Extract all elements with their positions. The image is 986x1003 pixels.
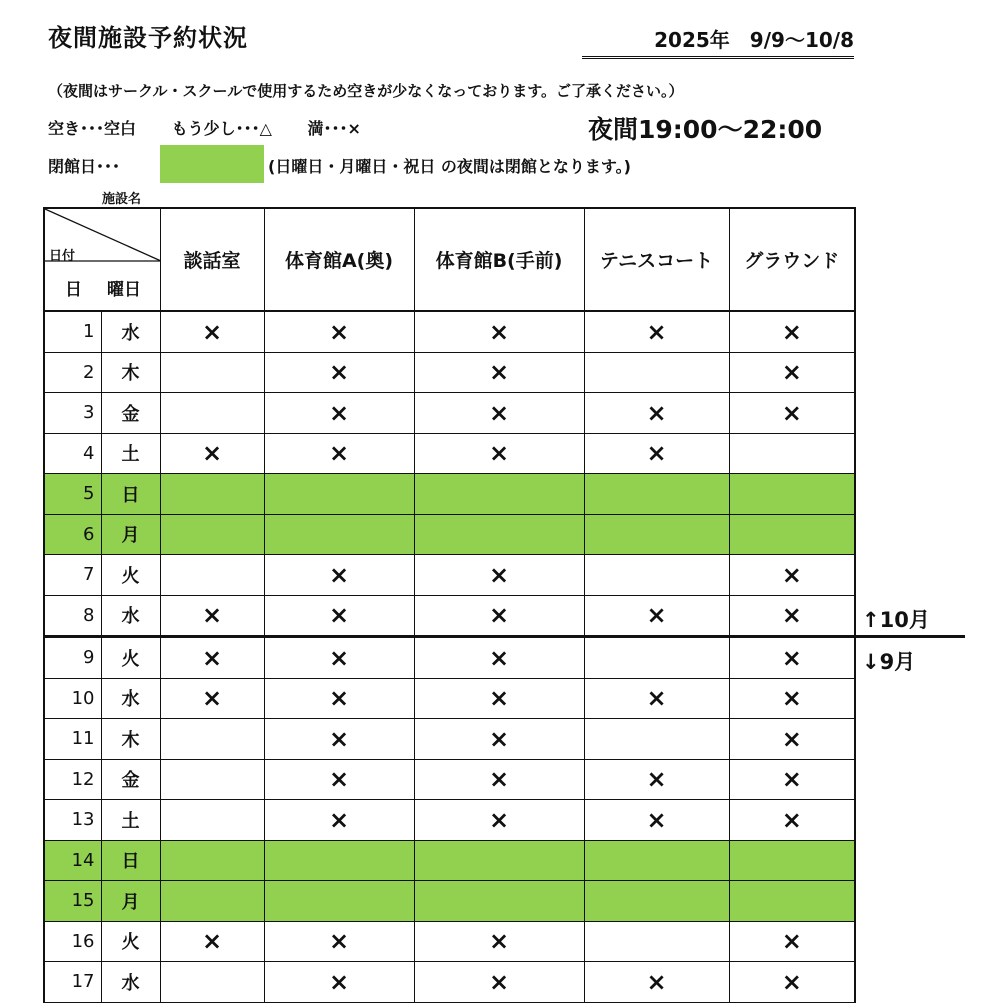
page-title: 夜間施設予約状況 [48,24,248,52]
weekday-cell: 土 [101,800,160,841]
weekday-cell: 土 [101,433,160,474]
facility-header: 体育館A(奥) [264,208,414,311]
availability-cell [584,921,729,962]
availability-cell: × [584,800,729,841]
availability-cell: × [414,678,584,719]
day-cell: 6 [44,514,101,555]
availability-cell [414,514,584,555]
availability-cell: × [264,678,414,719]
weekday-cell: 火 [101,921,160,962]
day-cell: 9 [44,637,101,679]
availability-cell: × [414,393,584,434]
availability-cell: × [264,311,414,352]
night-hours: 夜間19:00〜22:00 [588,115,823,144]
availability-cell: × [160,595,264,637]
closed-day-note: (日曜日・月曜日・祝日 の夜間は閉館となります。) [268,157,631,176]
availability-cell [160,514,264,555]
availability-cell: × [264,719,414,760]
availability-cell: × [264,595,414,637]
availability-cell: × [729,719,855,760]
day-cell: 7 [44,555,101,596]
weekday-cell: 金 [101,759,160,800]
availability-cell: × [414,433,584,474]
availability-cell: × [414,637,584,679]
availability-cell: × [584,595,729,637]
legend-few: もう少し･･･△ [171,119,272,138]
availability-cell [160,719,264,760]
availability-cell: × [584,311,729,352]
availability-cell [160,962,264,1003]
availability-cell: × [729,311,855,352]
availability-cell: × [264,352,414,393]
availability-cell: × [264,962,414,1003]
availability-cell: × [729,678,855,719]
weekday-cell: 木 [101,352,160,393]
month-divider-line [855,635,965,638]
closed-color-swatch [160,145,264,183]
availability-cell [584,474,729,515]
availability-cell [584,514,729,555]
day-cell: 5 [44,474,101,515]
month-marker-october: ↑10月 [862,608,930,632]
weekday-cell: 木 [101,719,160,760]
weekday-cell: 月 [101,881,160,922]
facility-header: 談話室 [160,208,264,311]
availability-cell [160,352,264,393]
table-row [44,311,855,352]
availability-cell [160,881,264,922]
availability-cell [160,393,264,434]
availability-cell [584,555,729,596]
day-cell: 2 [44,352,101,393]
availability-cell: × [160,311,264,352]
day-cell: 17 [44,962,101,1003]
table-header-row [44,208,855,311]
availability-cell [264,474,414,515]
availability-cell: × [729,921,855,962]
availability-cell: × [264,393,414,434]
legend-full: 満･･･× [307,119,361,138]
reservation-table [43,207,856,1003]
table-row [44,474,855,515]
month-marker-september: ↓9月 [862,650,916,674]
date-range: 2025年 9/9〜10/8 [582,24,854,59]
table-row [44,881,855,922]
availability-cell [264,840,414,881]
availability-cell: × [729,393,855,434]
availability-cell: × [729,595,855,637]
availability-cell [584,719,729,760]
table-row [44,555,855,596]
availability-cell: × [584,393,729,434]
availability-cell: × [414,719,584,760]
availability-cell: × [160,433,264,474]
availability-cell [264,881,414,922]
closed-day-label: 閉館日･･･ [48,157,121,176]
availability-cell: × [729,962,855,1003]
table-row [44,393,855,434]
availability-cell: × [160,637,264,679]
availability-cell [160,474,264,515]
availability-cell: × [264,921,414,962]
availability-cell: × [264,759,414,800]
corner-day-label: 日 [65,280,82,300]
day-cell: 15 [44,881,101,922]
table-row [44,921,855,962]
availability-cell: × [264,555,414,596]
availability-cell [584,881,729,922]
weekday-cell: 日 [101,474,160,515]
facility-name-label: 施設名 [102,192,142,207]
corner-weekday-label: 曜日 [107,280,141,300]
table-body [44,311,855,1002]
availability-cell: × [414,311,584,352]
availability-cell: × [729,555,855,596]
weekday-cell: 水 [101,595,160,637]
availability-cell [414,840,584,881]
availability-cell [584,840,729,881]
availability-cell [584,352,729,393]
facility-header: テニスコート [584,208,729,311]
table-row [44,719,855,760]
availability-cell: × [160,678,264,719]
availability-cell [160,759,264,800]
availability-cell: × [584,759,729,800]
facility-header: グラウンド [729,208,855,311]
day-cell: 10 [44,678,101,719]
weekday-cell: 月 [101,514,160,555]
table-row [44,962,855,1003]
availability-cell: × [584,433,729,474]
availability-cell: × [414,921,584,962]
availability-cell [160,555,264,596]
availability-cell: × [414,962,584,1003]
weekday-cell: 火 [101,637,160,679]
legend-vacant: 空き･･･空白 [48,119,137,138]
table-row [44,800,855,841]
availability-cell: × [729,800,855,841]
corner-cell [44,208,160,311]
availability-cell: × [264,800,414,841]
availability-cell [729,840,855,881]
availability-cell [729,514,855,555]
table-row [44,352,855,393]
day-cell: 13 [44,800,101,841]
day-cell: 4 [44,433,101,474]
availability-cell: × [160,921,264,962]
weekday-cell: 水 [101,962,160,1003]
availability-cell [729,433,855,474]
availability-cell: × [584,962,729,1003]
day-cell: 14 [44,840,101,881]
availability-cell: × [264,637,414,679]
usage-note: （夜間はサークル・スクールで使用するため空きが少なくなっております。ご了承ください。） [48,82,684,100]
availability-cell: × [264,433,414,474]
availability-cell: × [414,352,584,393]
weekday-cell: 日 [101,840,160,881]
availability-cell [584,637,729,679]
day-cell: 12 [44,759,101,800]
legend [48,116,391,139]
availability-cell: × [414,555,584,596]
availability-cell: × [414,759,584,800]
day-cell: 8 [44,595,101,637]
availability-cell: × [729,759,855,800]
availability-cell [160,840,264,881]
table-row [44,433,855,474]
facility-header: 体育館B(手前) [414,208,584,311]
availability-cell: × [414,595,584,637]
table-row [44,637,855,679]
availability-cell: × [414,800,584,841]
day-cell: 1 [44,311,101,352]
corner-date-label: 日付 [49,249,76,264]
availability-cell: × [729,637,855,679]
availability-cell [414,474,584,515]
availability-cell [729,881,855,922]
weekday-cell: 火 [101,555,160,596]
weekday-cell: 水 [101,311,160,352]
availability-cell: × [729,352,855,393]
day-cell: 16 [44,921,101,962]
availability-cell [414,881,584,922]
table-row [44,678,855,719]
weekday-cell: 水 [101,678,160,719]
availability-cell [264,514,414,555]
table-row [44,759,855,800]
availability-cell [729,474,855,515]
table-row [44,595,855,637]
day-cell: 11 [44,719,101,760]
availability-cell [160,800,264,841]
table-row [44,840,855,881]
day-cell: 3 [44,393,101,434]
availability-cell: × [584,678,729,719]
table-row [44,514,855,555]
weekday-cell: 金 [101,393,160,434]
